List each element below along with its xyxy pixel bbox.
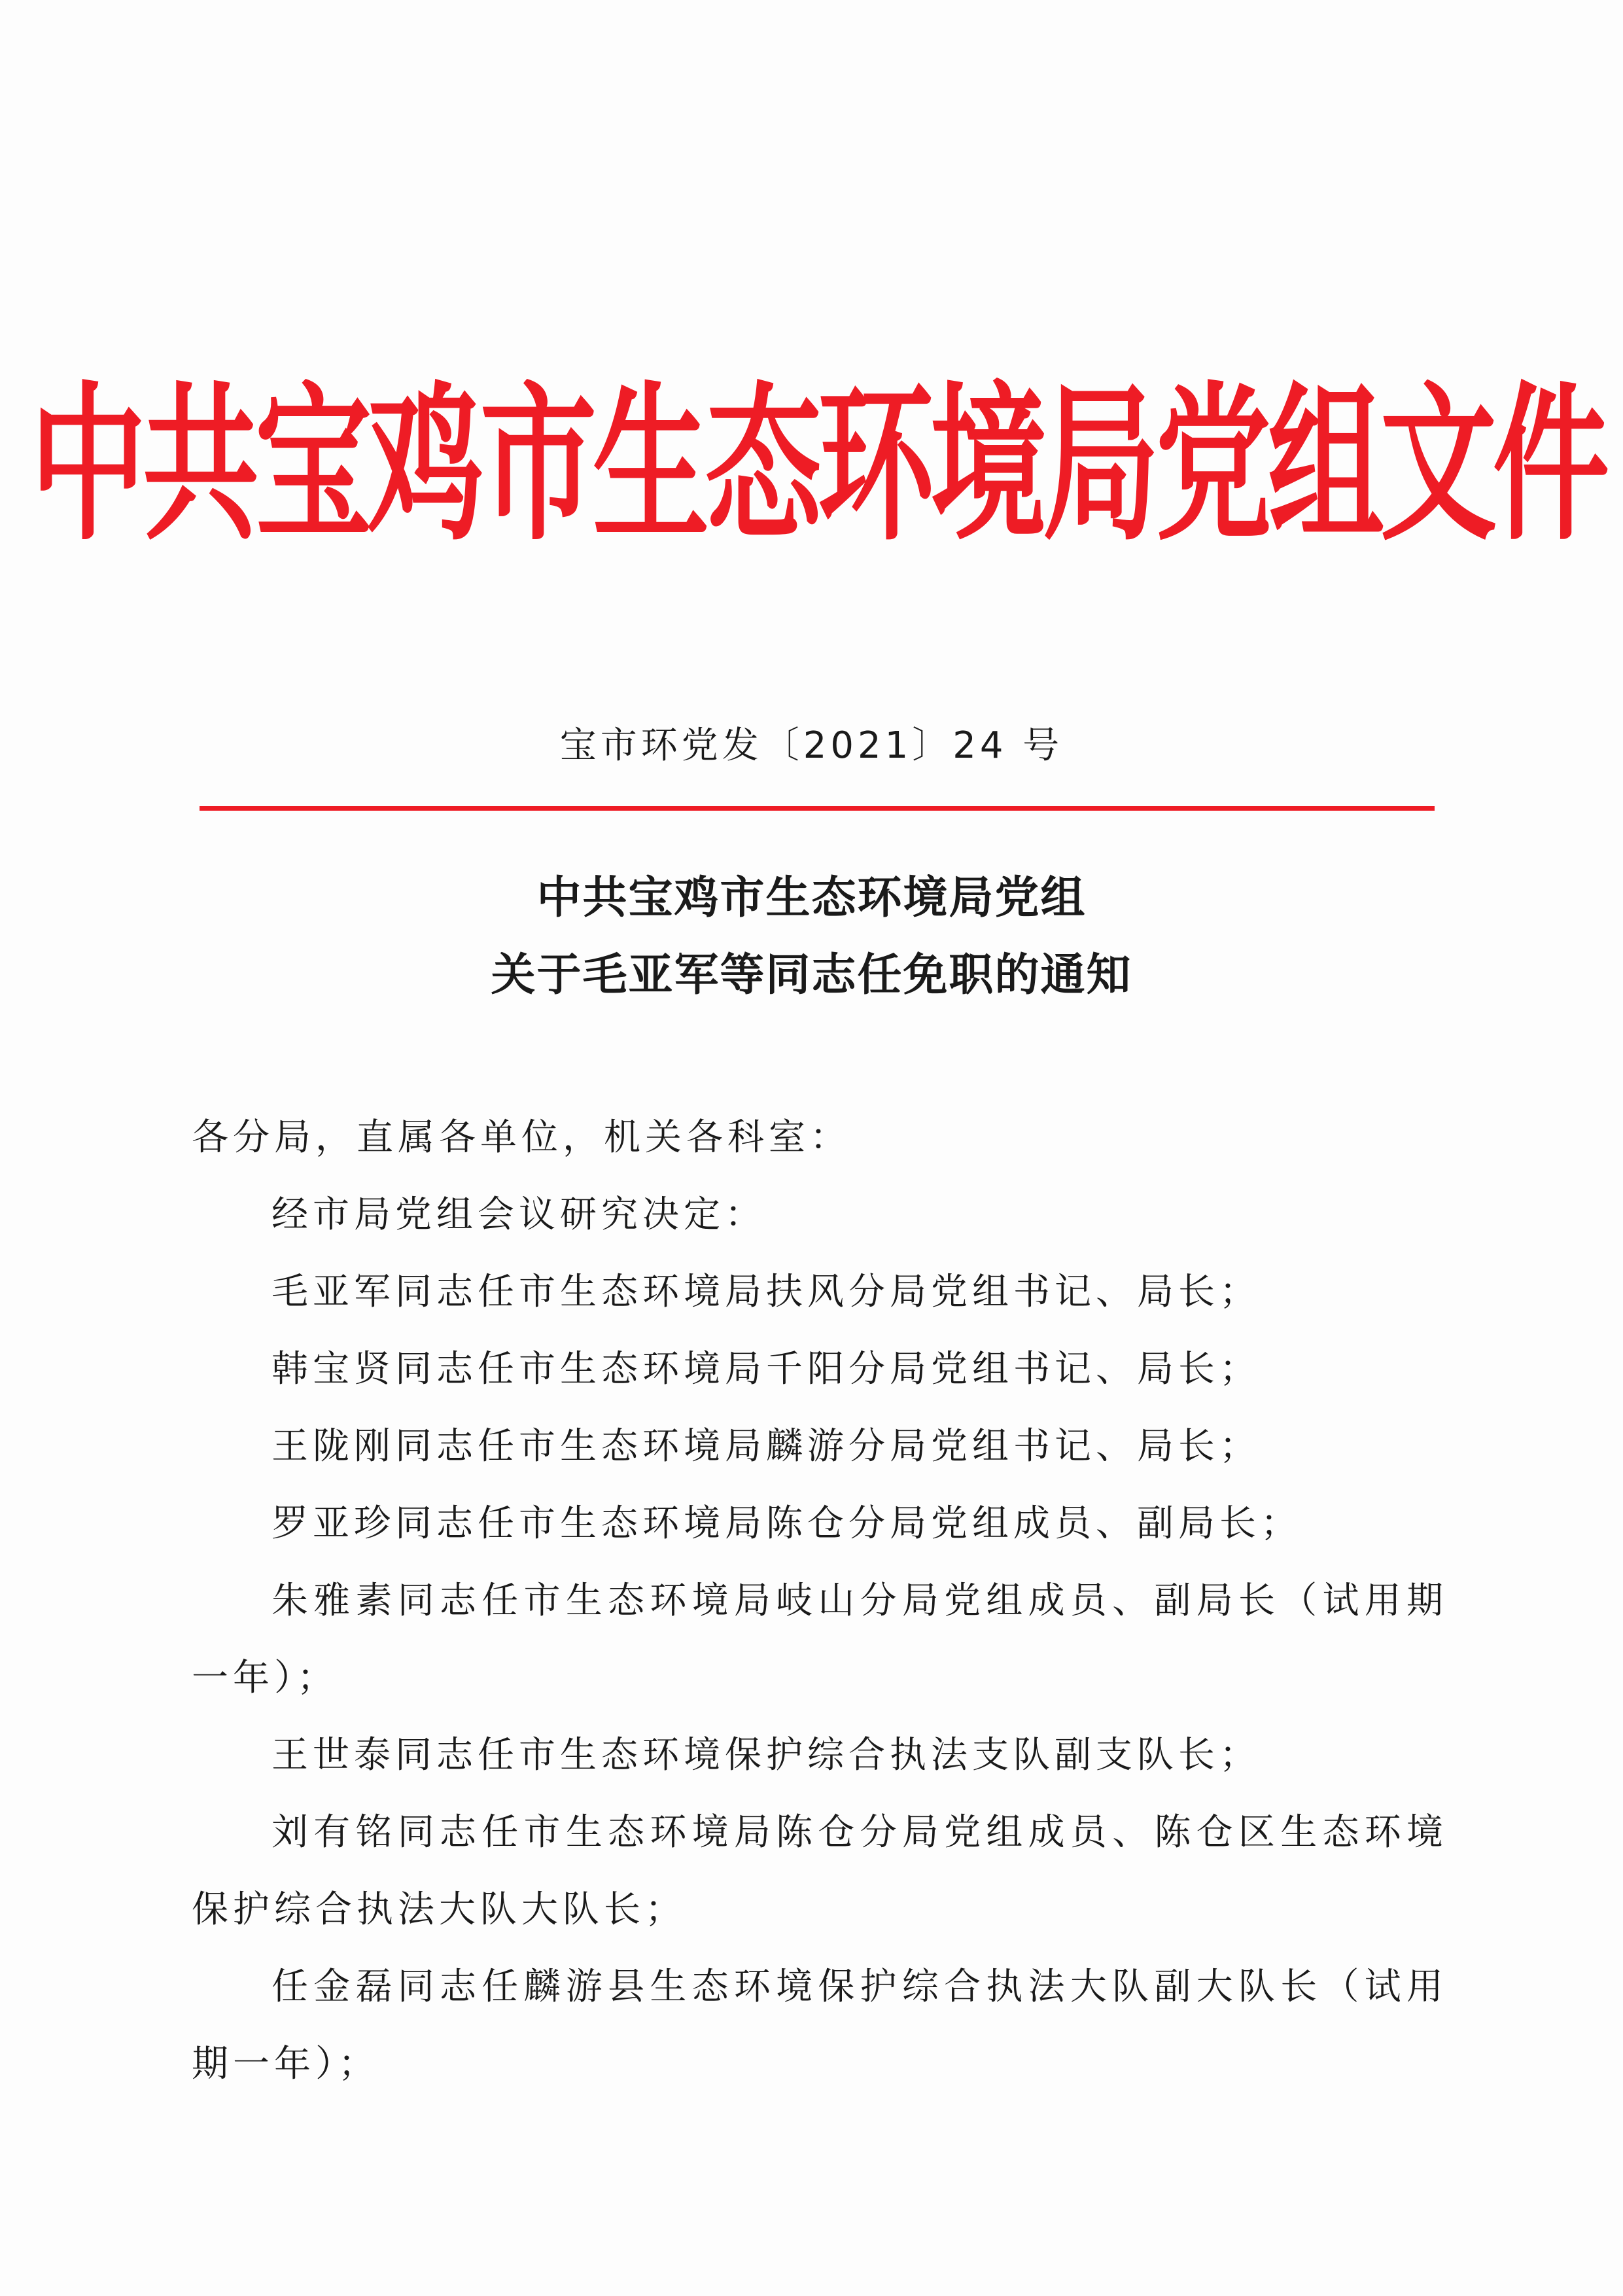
masthead-title: 中共宝鸡市生态环境局党组文件 <box>30 364 1605 563</box>
red-divider <box>200 806 1435 811</box>
notice-body <box>192 1099 1448 2103</box>
body-paragraph: 王陇刚同志任市生态环境局麟游分局党组书记、局长； <box>271 1425 1261 1468</box>
salutation: 各分局，直属各单位，机关各科室： <box>192 1116 851 1159</box>
body-paragraph: 王世泰同志任市生态环境保护综合执法支队副支队长； <box>271 1734 1261 1776</box>
body-paragraph: 任金磊同志任麟游县生态环境保护综合执法大队副大队长（试用期一年）； <box>192 1966 1448 2085</box>
body-paragraph: 朱雅素同志任市生态环境局岐山分局党组成员、副局长（试用期一年）； <box>192 1580 1448 1699</box>
body-paragraph: 经市局党组会议研究决定： <box>271 1193 766 1236</box>
notice-title-line-2: 关于毛亚军等同志任免职的通知 <box>491 949 1132 1001</box>
notice-title-line-1: 中共宝鸡市生态环境局党组 <box>536 872 1087 924</box>
body-paragraph: 刘有铭同志任市生态环境局陈仓分局党组成员、陈仓区生态环境保护综合执法大队大队长； <box>192 1811 1448 1931</box>
body-paragraph: 韩宝贤同志任市生态环境局千阳分局党组书记、局长； <box>271 1348 1261 1390</box>
body-paragraph: 毛亚军同志任市生态环境局扶风分局党组书记、局长； <box>271 1271 1261 1313</box>
document-number: 宝市环党发〔2021〕24 号 <box>559 724 1064 767</box>
body-paragraph: 罗亚珍同志任市生态环境局陈仓分局党组成员、副局长； <box>271 1502 1302 1545</box>
